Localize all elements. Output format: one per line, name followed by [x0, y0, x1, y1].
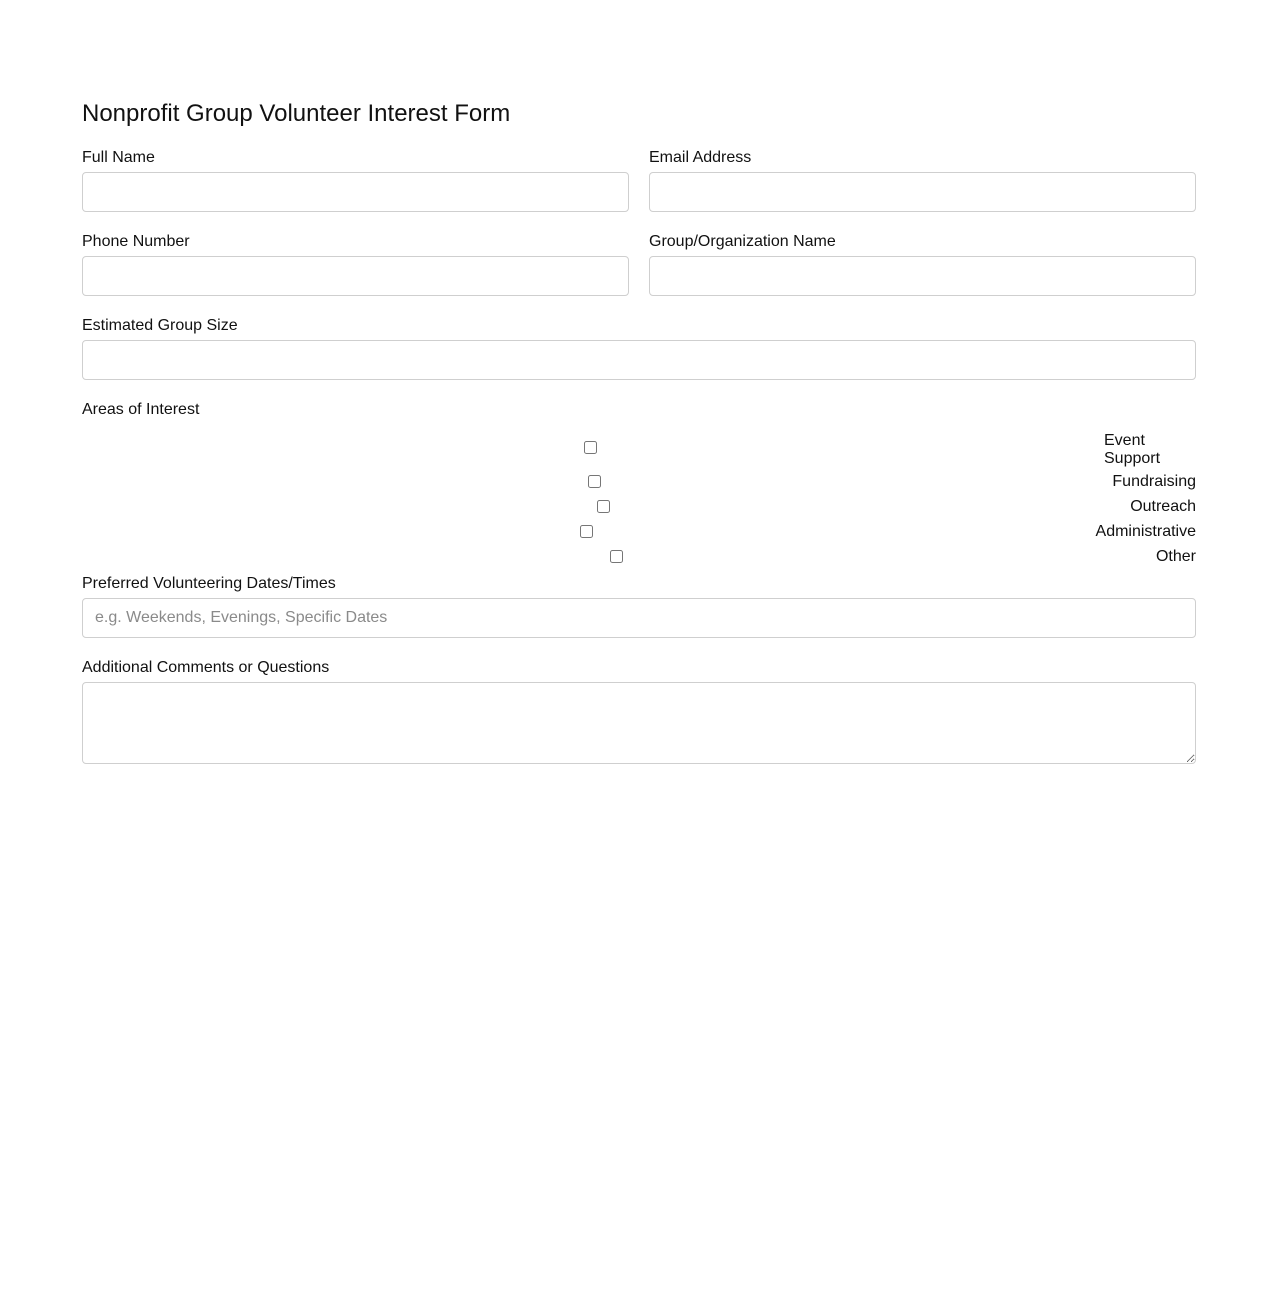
interests-group: [82, 400, 1196, 565]
dates-group: [82, 574, 1196, 638]
email-input[interactable]: [649, 172, 1196, 212]
email-group: [649, 148, 1196, 212]
interest-checkbox-administrative[interactable]: [580, 525, 593, 538]
interest-label-event-support[interactable]: Event Support: [1104, 432, 1161, 467]
group-size-input[interactable]: [82, 340, 1196, 380]
phone-label: Phone Number: [82, 233, 190, 250]
group-name-group: [649, 232, 1196, 296]
interest-checkbox-fundraising[interactable]: [588, 475, 601, 488]
interest-label-other[interactable]: Other: [1155, 548, 1196, 565]
row-phone-group: [82, 232, 1196, 296]
interest-label-administrative[interactable]: Administrative: [1095, 523, 1196, 540]
group-name-input[interactable]: [649, 256, 1196, 296]
row-name-email: [82, 148, 1196, 212]
interests-label: Areas of Interest: [82, 401, 200, 418]
interests-list: [82, 424, 1196, 565]
row-interests: [82, 400, 1196, 565]
phone-group: [82, 232, 629, 296]
comments-group: [82, 658, 1196, 764]
full-name-label: Full Name: [82, 149, 155, 166]
interest-checkbox-outreach[interactable]: [597, 500, 610, 513]
interest-label-outreach[interactable]: Outreach: [1130, 498, 1196, 515]
dates-label: Preferred Volunteering Dates/Times: [82, 575, 336, 592]
phone-input[interactable]: [82, 256, 629, 296]
full-name-input[interactable]: [82, 172, 629, 212]
row-group-size: [82, 316, 1196, 380]
group-name-label: Group/Organization Name: [649, 233, 836, 250]
comments-label: Additional Comments or Questions: [82, 659, 330, 676]
interest-checkbox-event-support[interactable]: [584, 441, 597, 454]
row-comments: [82, 658, 1196, 764]
interest-checkbox-other[interactable]: [610, 550, 623, 563]
group-size-label: Estimated Group Size: [82, 317, 238, 334]
dates-input[interactable]: [82, 598, 1196, 638]
row-dates: [82, 574, 1196, 638]
interest-label-fundraising[interactable]: Fundraising: [1112, 473, 1196, 490]
form-title: Nonprofit Group Volunteer Interest Form: [82, 100, 511, 127]
full-name-group: [82, 148, 629, 212]
email-label: Email Address: [649, 149, 752, 166]
group-size-group: [82, 316, 1196, 380]
comments-textarea[interactable]: [82, 682, 1196, 764]
volunteer-interest-form: [82, 98, 1196, 764]
